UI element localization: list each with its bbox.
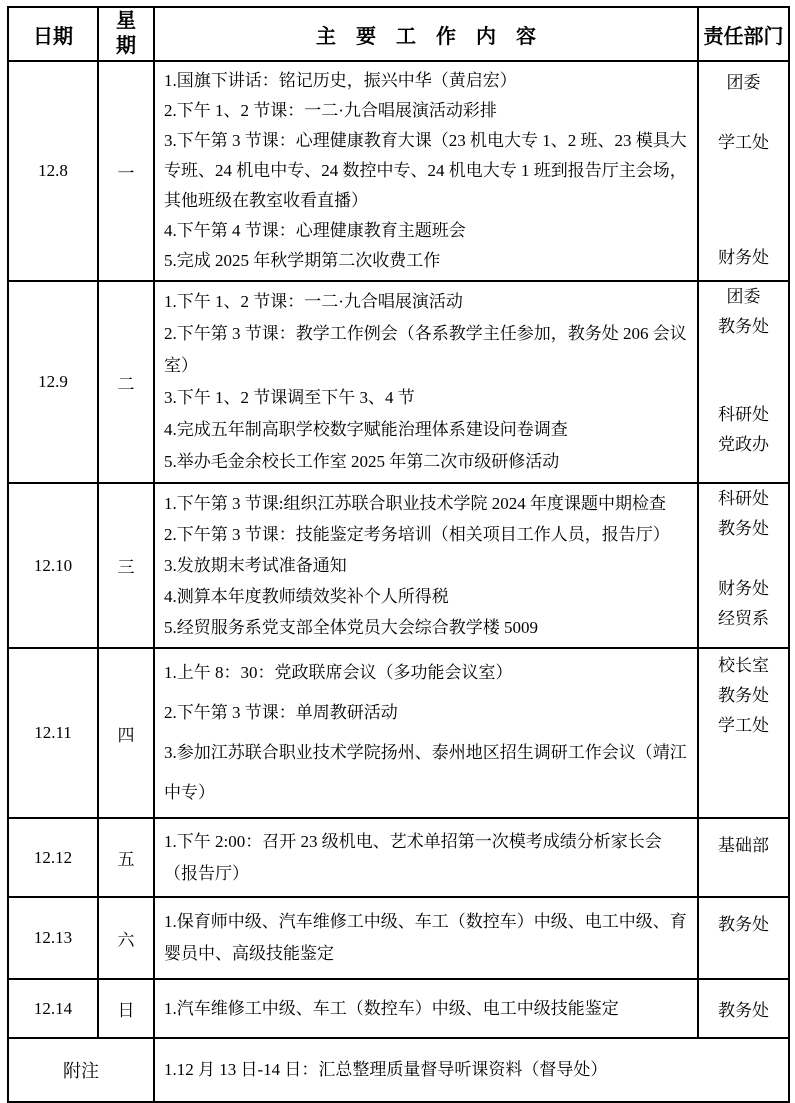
spacer bbox=[699, 342, 788, 400]
table-row bbox=[8, 281, 789, 483]
note-row bbox=[8, 1038, 789, 1102]
department-label: 教务处 bbox=[718, 1001, 769, 1020]
task-line: 1.下午 2:00：召开 23 级机电、艺术单招第一次模考成绩分析家长会（报告厅） bbox=[164, 831, 662, 883]
header-department-label: 责任部门 bbox=[703, 25, 784, 48]
tasks-cell bbox=[154, 818, 698, 897]
weekday-cell: 三 bbox=[98, 483, 154, 648]
table-row bbox=[8, 483, 789, 648]
tasks-cell bbox=[154, 281, 698, 483]
task-line: 1.国旗下讲话：铭记历史，振兴中华（黄启宏） bbox=[164, 71, 517, 90]
department-label: 团委 bbox=[726, 287, 761, 306]
task-line: 4.测算本年度教师绩效奖补个人所得税 bbox=[164, 587, 449, 606]
date-cell: 12.10 bbox=[8, 483, 98, 648]
spacer bbox=[699, 158, 788, 243]
date-cell: 12.12 bbox=[8, 818, 98, 897]
weekday-cell: 一 bbox=[98, 61, 154, 281]
department-label: 教务处 bbox=[718, 686, 769, 705]
header-main-content bbox=[154, 7, 698, 61]
table-row bbox=[8, 979, 789, 1038]
department-label: 教务处 bbox=[718, 915, 769, 934]
department-label: 科研处 bbox=[718, 489, 769, 508]
weekday-cell: 四 bbox=[98, 648, 154, 818]
weekday-cell: 二 bbox=[98, 281, 154, 483]
department-cell bbox=[698, 897, 789, 979]
department-cell bbox=[698, 483, 789, 648]
date-cell: 12.8 bbox=[8, 61, 98, 281]
header-date bbox=[8, 7, 98, 61]
department-cell bbox=[698, 979, 789, 1038]
task-line: 1.上午 8：30：党政联席会议（多功能会议室） bbox=[164, 663, 513, 682]
task-line: 2.下午第 3 节课：教学工作例会（各系教学主任参加，教务处 206 会议室） bbox=[164, 324, 687, 375]
table-header-row bbox=[8, 7, 789, 61]
table-row bbox=[8, 897, 789, 979]
department-label: 财务处 bbox=[718, 579, 769, 598]
date-cell: 12.14 bbox=[8, 979, 98, 1038]
task-line: 5.举办毛金余校长工作室 2025 年第二次市级研修活动 bbox=[164, 452, 560, 471]
tasks-cell bbox=[154, 648, 698, 818]
note-label-cell: 附注 bbox=[8, 1038, 154, 1102]
task-line: 2.下午第 3 节课：技能鉴定考务培训（相关项目工作人员，报告厅） bbox=[164, 525, 670, 544]
task-line: 2.下午 1、2 节课：一二·九合唱展演活动彩排 bbox=[164, 101, 497, 120]
header-date-label: 日期 bbox=[33, 25, 73, 48]
date-cell: 12.11 bbox=[8, 648, 98, 818]
department-label: 教务处 bbox=[718, 519, 769, 538]
department-label: 团委 bbox=[726, 73, 761, 92]
department-label: 学工处 bbox=[718, 133, 769, 152]
spacer bbox=[699, 544, 788, 574]
task-line: 5.经贸服务系党支部全体党员大会综合教学楼 5009 bbox=[164, 618, 538, 637]
department-label: 经贸系 bbox=[718, 609, 769, 628]
department-label: 基础部 bbox=[718, 836, 769, 855]
table-row bbox=[8, 61, 789, 281]
work-schedule-table bbox=[7, 6, 790, 1103]
header-main-content-label: 主要工作内容 bbox=[316, 25, 556, 48]
weekday-cell: 日 bbox=[98, 979, 154, 1038]
date-cell: 12.13 bbox=[8, 897, 98, 979]
department-cell bbox=[698, 281, 789, 483]
department-label: 党政办 bbox=[718, 435, 769, 454]
department-label: 教务处 bbox=[718, 317, 769, 336]
note-text: 1.12 月 13 日-14 日：汇总整理质量督导听课资料（督导处） bbox=[164, 1060, 608, 1079]
header-week-label: 星期 bbox=[116, 10, 136, 57]
department-label: 校长室 bbox=[718, 656, 769, 675]
task-line: 1.保育师中级、汽车维修工中级、车工（数控车）中级、电工中级、育婴员中、高级技能鉴定 bbox=[164, 912, 687, 963]
note-content-cell bbox=[154, 1038, 789, 1102]
department-label: 科研处 bbox=[718, 405, 769, 424]
task-line: 1.汽车维修工中级、车工（数控车）中级、电工中级技能鉴定 bbox=[164, 998, 619, 1018]
task-line: 5.完成 2025 年秋学期第二次收费工作 bbox=[164, 251, 441, 270]
tasks-cell bbox=[154, 61, 698, 281]
tasks-cell bbox=[154, 979, 698, 1038]
department-label: 学工处 bbox=[718, 716, 769, 735]
header-week bbox=[98, 7, 154, 61]
task-line: 4.下午第 4 节课：心理健康教育主题班会 bbox=[164, 221, 466, 240]
tasks-cell bbox=[154, 483, 698, 648]
task-line: 1.下午 1、2 节课：一二·九合唱展演活动 bbox=[164, 292, 463, 311]
task-line: 3.下午第 3 节课：心理健康教育大课（23 机电大专 1、2 班、23 模具大专班、24 机电中专、24 数控中专、24 机电大专 1 班到报告厅主会场，其他班级在教室收看直播） bbox=[164, 131, 687, 210]
weekday-cell: 五 bbox=[98, 818, 154, 897]
department-cell bbox=[698, 61, 789, 281]
date-cell: 12.9 bbox=[8, 281, 98, 483]
department-label: 财务处 bbox=[718, 248, 769, 267]
task-line: 2.下午第 3 节课：单周教研活动 bbox=[164, 703, 398, 722]
department-cell bbox=[698, 818, 789, 897]
task-line: 3.参加江苏联合职业技术学院扬州、泰州地区招生调研工作会议（靖江中专） bbox=[164, 743, 687, 802]
task-line: 4.完成五年制高职学校数字赋能治理体系建设问卷调查 bbox=[164, 420, 568, 439]
table-row bbox=[8, 648, 789, 818]
spacer bbox=[699, 98, 788, 128]
department-cell bbox=[698, 648, 789, 818]
task-line: 3.下午 1、2 节课调至下午 3、4 节 bbox=[164, 388, 415, 407]
task-line: 1.下午第 3 节课:组织江苏联合职业技术学院 2024 年度课题中期检查 bbox=[164, 494, 666, 513]
weekday-cell: 六 bbox=[98, 897, 154, 979]
tasks-cell bbox=[154, 897, 698, 979]
task-line: 3.发放期末考试准备通知 bbox=[164, 556, 347, 575]
table-row bbox=[8, 818, 789, 897]
header-department bbox=[698, 7, 789, 61]
